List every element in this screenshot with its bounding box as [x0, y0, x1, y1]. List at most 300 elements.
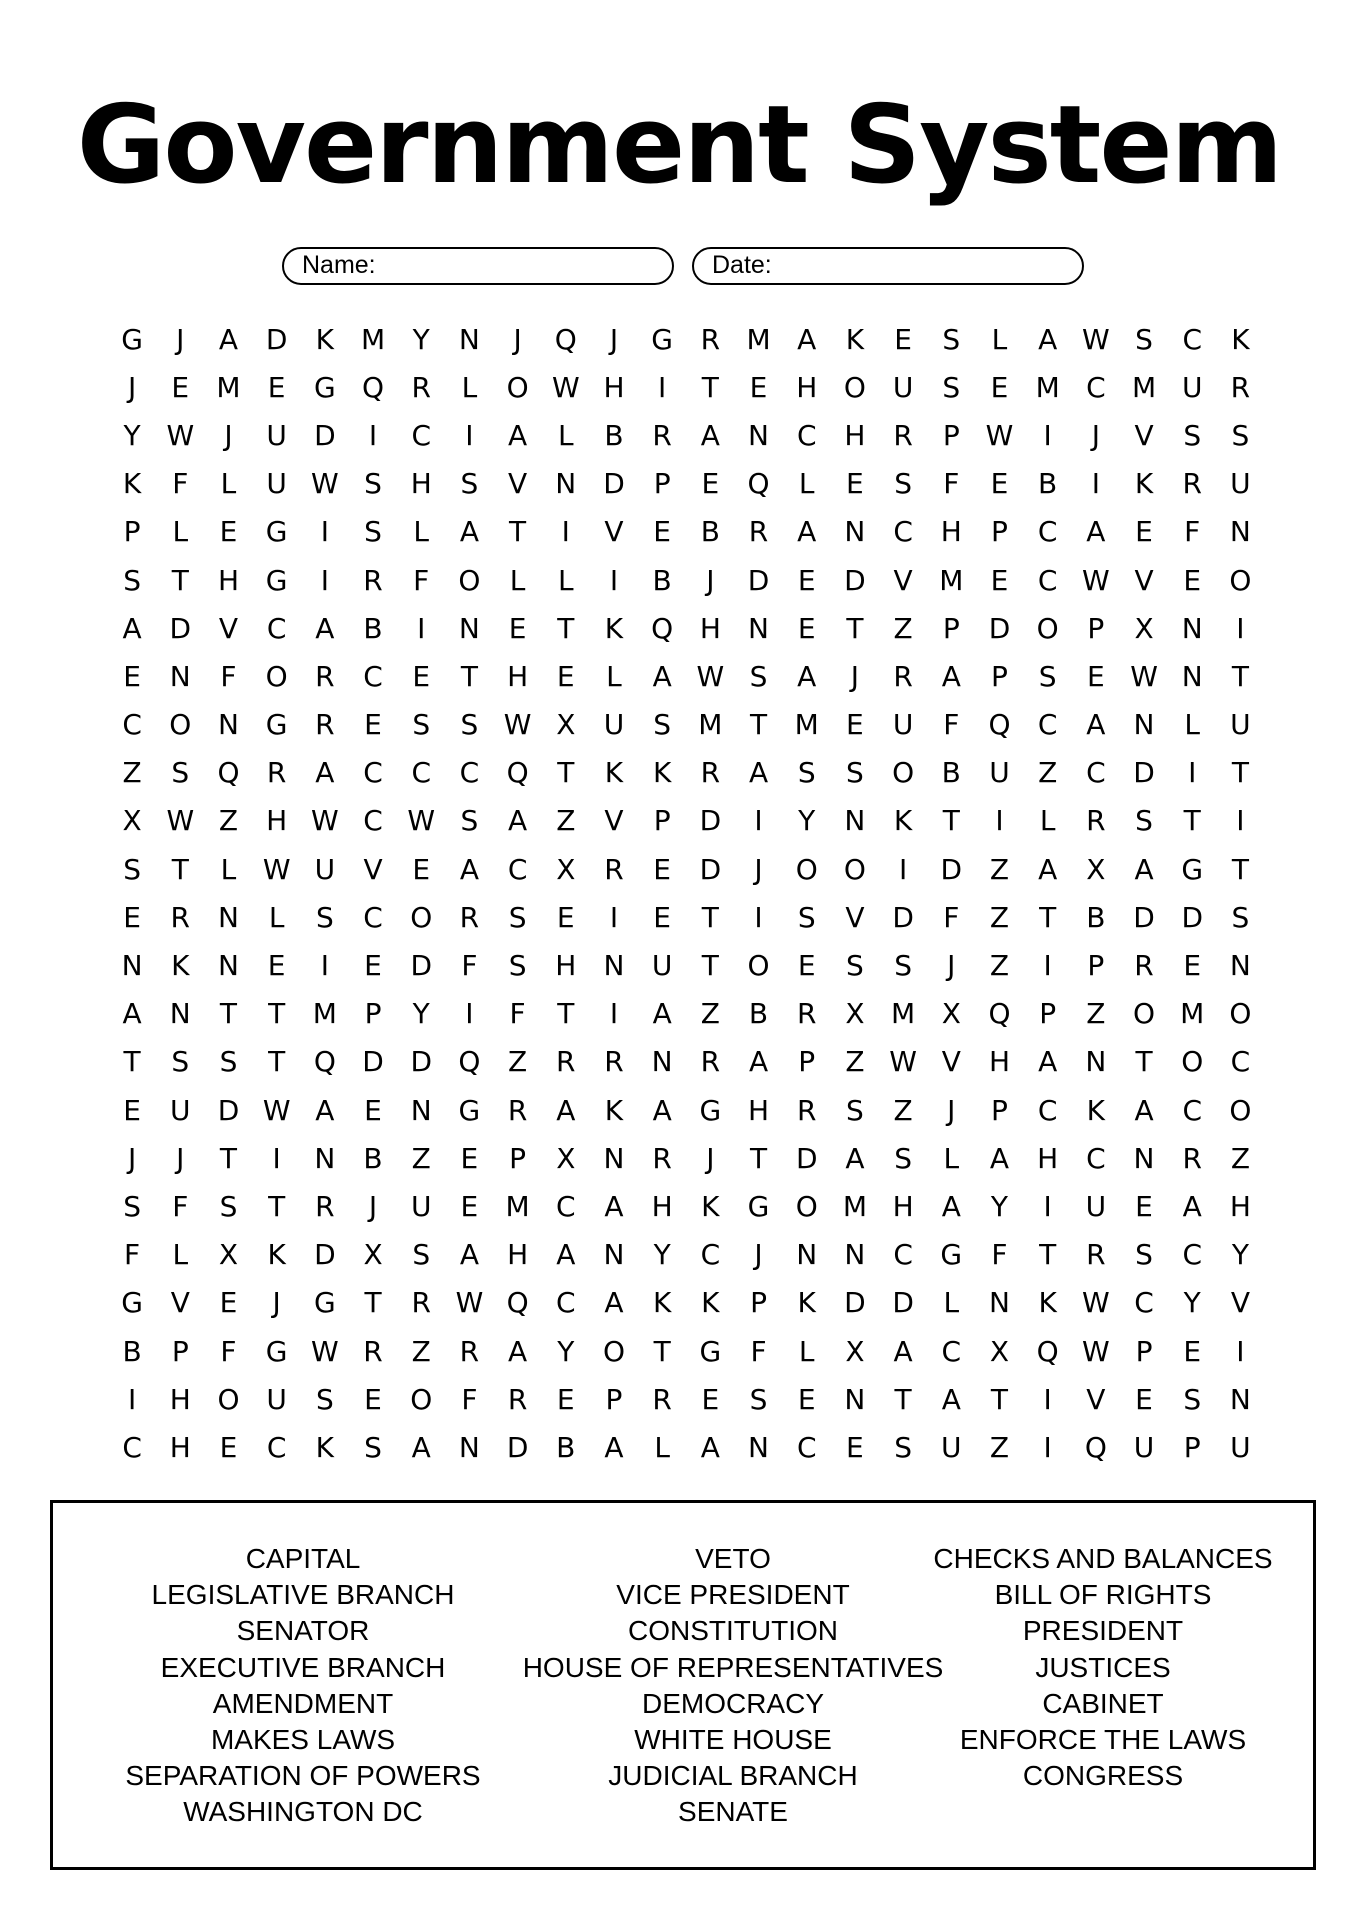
grid-letter[interactable]: G	[265, 708, 288, 742]
grid-letter[interactable]: R	[315, 659, 335, 693]
grid-letter[interactable]: M	[505, 1189, 530, 1223]
grid-letter[interactable]: S	[123, 852, 141, 886]
grid-letter[interactable]: D	[844, 563, 866, 597]
grid-letter[interactable]: F	[220, 1334, 237, 1368]
grid-letter[interactable]: E	[123, 900, 141, 934]
grid-letter[interactable]: O	[506, 370, 529, 404]
grid-letter[interactable]: O	[747, 949, 770, 983]
grid-letter[interactable]: R	[1182, 467, 1202, 501]
grid-letter[interactable]: K	[1134, 467, 1154, 501]
grid-letter[interactable]: T	[557, 997, 575, 1031]
grid-letter[interactable]: M	[842, 1189, 867, 1223]
grid-letter[interactable]: P	[1135, 1334, 1153, 1368]
grid-letter[interactable]: N	[1229, 515, 1251, 549]
grid-letter[interactable]: Y	[798, 804, 816, 838]
grid-letter[interactable]: R	[507, 1382, 528, 1416]
grid-letter[interactable]: R	[604, 1045, 624, 1079]
grid-letter[interactable]: T	[1039, 900, 1057, 934]
grid-letter[interactable]: C	[411, 418, 431, 452]
grid-letter[interactable]: D	[892, 900, 914, 934]
grid-letter[interactable]: E	[364, 1382, 382, 1416]
grid-letter[interactable]: R	[315, 1189, 335, 1223]
grid-letter[interactable]: W	[1082, 1286, 1110, 1320]
grid-letter[interactable]: D	[699, 852, 722, 886]
grid-letter[interactable]: S	[315, 900, 334, 934]
grid-letter[interactable]: O	[458, 563, 481, 597]
grid-letter[interactable]: U	[266, 467, 287, 501]
grid-letter[interactable]: S	[894, 949, 912, 983]
grid-letter[interactable]: H	[940, 515, 962, 549]
grid-letter[interactable]: K	[267, 1238, 286, 1272]
grid-letter[interactable]: C	[363, 900, 383, 934]
grid-letter[interactable]: U	[1230, 467, 1251, 501]
grid-letter[interactable]: K	[1231, 322, 1250, 356]
grid-letter[interactable]: H	[699, 611, 721, 645]
grid-letter[interactable]: T	[1135, 1045, 1153, 1079]
grid-letter[interactable]: C	[363, 756, 383, 790]
grid-letter[interactable]: E	[556, 659, 575, 693]
grid-letter[interactable]: H	[651, 1189, 673, 1223]
grid-letter[interactable]: H	[603, 370, 625, 404]
grid-letter[interactable]: Q	[554, 322, 577, 356]
grid-letter[interactable]: R	[893, 659, 913, 693]
grid-letter[interactable]: C	[1182, 1093, 1202, 1127]
grid-letter[interactable]: M	[1180, 997, 1205, 1031]
grid-letter[interactable]: Y	[653, 1238, 671, 1272]
grid-letter[interactable]: O	[892, 756, 915, 790]
grid-letter[interactable]: A	[797, 515, 817, 549]
grid-letter[interactable]: D	[747, 563, 770, 597]
grid-letter[interactable]: H	[410, 467, 432, 501]
grid-letter[interactable]: N	[217, 949, 239, 983]
grid-letter[interactable]: S	[1135, 322, 1153, 356]
grid-letter[interactable]: A	[748, 756, 769, 790]
grid-letter[interactable]: A	[797, 659, 817, 693]
grid-letter[interactable]: C	[1037, 708, 1058, 742]
grid-letter[interactable]: W	[166, 418, 195, 452]
grid-letter[interactable]: P	[1183, 1430, 1201, 1464]
grid-letter[interactable]: Y	[557, 1334, 575, 1368]
grid-letter[interactable]: U	[314, 852, 336, 886]
grid-letter[interactable]: C	[556, 1189, 576, 1223]
grid-letter[interactable]: E	[364, 708, 382, 742]
grid-letter[interactable]: J	[754, 1238, 763, 1272]
grid-letter[interactable]: Z	[1230, 1141, 1250, 1175]
grid-letter[interactable]: I	[368, 418, 378, 452]
grid-letter[interactable]: T	[364, 1286, 382, 1320]
grid-letter[interactable]: X	[1086, 852, 1106, 886]
grid-letter[interactable]: I	[1236, 804, 1245, 838]
grid-letter[interactable]: E	[123, 659, 141, 693]
grid-letter[interactable]: M	[746, 322, 771, 356]
grid-letter[interactable]: E	[894, 322, 912, 356]
grid-letter[interactable]: I	[1043, 1382, 1052, 1416]
grid-letter[interactable]: Q	[506, 1286, 529, 1320]
grid-letter[interactable]: D	[844, 1286, 866, 1320]
grid-letter[interactable]: W	[985, 418, 1014, 452]
grid-letter[interactable]: P	[942, 418, 960, 452]
grid-letter[interactable]: A	[652, 1093, 672, 1127]
grid-letter[interactable]: C	[700, 1238, 721, 1272]
grid-letter[interactable]: Q	[217, 756, 240, 790]
grid-letter[interactable]: Q	[506, 756, 529, 790]
grid-letter[interactable]: T	[894, 1382, 912, 1416]
grid-letter[interactable]: W	[455, 1286, 484, 1320]
grid-letter[interactable]: V	[1134, 418, 1154, 452]
grid-letter[interactable]: X	[363, 1238, 383, 1272]
grid-letter[interactable]: N	[458, 1430, 480, 1464]
grid-letter[interactable]: J	[224, 418, 233, 452]
grid-letter[interactable]: I	[898, 852, 908, 886]
grid-letter[interactable]: M	[360, 322, 386, 356]
grid-letter[interactable]: X	[941, 997, 961, 1031]
grid-letter[interactable]: H	[748, 1093, 770, 1127]
grid-letter[interactable]: Q	[313, 1045, 336, 1079]
grid-letter[interactable]: E	[797, 1382, 816, 1416]
grid-letter[interactable]: K	[701, 1286, 720, 1320]
grid-letter[interactable]: S	[315, 1382, 334, 1416]
grid-letter[interactable]: L	[172, 515, 189, 549]
grid-letter[interactable]: T	[171, 563, 189, 597]
grid-letter[interactable]: H	[266, 804, 288, 838]
grid-letter[interactable]: E	[846, 708, 864, 742]
grid-letter[interactable]: C	[266, 611, 287, 645]
grid-letter[interactable]: A	[122, 611, 142, 645]
grid-letter[interactable]: C	[796, 418, 817, 452]
grid-letter[interactable]: W	[889, 1045, 917, 1079]
grid-letter[interactable]: K	[652, 1286, 672, 1320]
grid-letter[interactable]: G	[940, 1238, 963, 1272]
grid-letter[interactable]: C	[1182, 322, 1202, 356]
grid-letter[interactable]: V	[363, 852, 383, 886]
grid-letter[interactable]: K	[604, 756, 624, 790]
grid-letter[interactable]: M	[939, 563, 964, 597]
grid-letter[interactable]: I	[561, 515, 570, 549]
grid-letter[interactable]: B	[700, 515, 720, 549]
grid-letter[interactable]: S	[846, 756, 864, 790]
grid-letter[interactable]: V	[508, 467, 528, 501]
grid-letter[interactable]: J	[176, 322, 185, 356]
grid-letter[interactable]: G	[313, 1286, 336, 1320]
grid-letter[interactable]: C	[363, 659, 383, 693]
grid-letter[interactable]: C	[1086, 756, 1106, 790]
date-field[interactable]	[692, 247, 1084, 285]
grid-letter[interactable]: B	[556, 1430, 576, 1464]
grid-letter[interactable]: N	[1085, 1045, 1107, 1079]
grid-letter[interactable]: E	[412, 659, 431, 693]
grid-letter[interactable]: A	[1086, 708, 1106, 742]
grid-letter[interactable]: J	[609, 322, 619, 356]
grid-letter[interactable]: M	[794, 708, 819, 742]
grid-letter[interactable]: E	[412, 852, 431, 886]
grid-letter[interactable]: B	[1086, 900, 1106, 934]
grid-letter[interactable]: P	[750, 1286, 767, 1320]
grid-letter[interactable]: X	[989, 1334, 1010, 1368]
grid-letter[interactable]: N	[1181, 659, 1203, 693]
grid-letter[interactable]: S	[364, 467, 382, 501]
grid-letter[interactable]: N	[844, 804, 866, 838]
grid-letter[interactable]: L	[220, 467, 237, 501]
grid-letter[interactable]: A	[315, 756, 335, 790]
grid-letter[interactable]: V	[604, 804, 624, 838]
grid-letter[interactable]: S	[942, 370, 961, 404]
grid-letter[interactable]: Z	[893, 1093, 913, 1127]
grid-letter[interactable]: G	[699, 1093, 722, 1127]
grid-letter[interactable]: W	[311, 467, 339, 501]
grid-letter[interactable]: A	[700, 1430, 720, 1464]
grid-letter[interactable]: Q	[651, 611, 674, 645]
grid-letter[interactable]: R	[556, 1045, 576, 1079]
grid-letter[interactable]: H	[796, 370, 818, 404]
grid-letter[interactable]: A	[1038, 852, 1058, 886]
grid-letter[interactable]: A	[652, 659, 672, 693]
grid-letter[interactable]: L	[1039, 804, 1056, 838]
grid-letter[interactable]: F	[172, 467, 189, 501]
grid-letter[interactable]: I	[995, 804, 1004, 838]
grid-letter[interactable]: A	[1134, 1093, 1154, 1127]
grid-letter[interactable]: D	[265, 322, 288, 356]
grid-letter[interactable]: E	[990, 370, 1009, 404]
grid-letter[interactable]: Y	[1183, 1286, 1201, 1320]
grid-letter[interactable]: P	[509, 1141, 527, 1175]
grid-letter[interactable]: A	[508, 1334, 528, 1368]
grid-letter[interactable]: W	[503, 708, 532, 742]
grid-letter[interactable]: W	[311, 1334, 339, 1368]
grid-letter[interactable]: H	[217, 563, 239, 597]
grid-letter[interactable]: K	[604, 611, 624, 645]
grid-letter[interactable]: A	[508, 804, 528, 838]
grid-letter[interactable]: X	[1134, 611, 1154, 645]
grid-letter[interactable]: K	[122, 467, 142, 501]
grid-letter[interactable]: E	[797, 949, 816, 983]
grid-letter[interactable]: S	[846, 949, 864, 983]
grid-letter[interactable]: P	[991, 659, 1008, 693]
grid-letter[interactable]: H	[169, 1382, 191, 1416]
grid-letter[interactable]: T	[653, 1334, 671, 1368]
grid-letter[interactable]: N	[748, 611, 769, 645]
grid-letter[interactable]: S	[171, 1045, 190, 1079]
grid-letter[interactable]: R	[652, 1141, 672, 1175]
grid-letter[interactable]: C	[1134, 1286, 1154, 1320]
grid-letter[interactable]: G	[651, 322, 673, 356]
grid-letter[interactable]: C	[556, 1286, 576, 1320]
grid-letter[interactable]: S	[1038, 659, 1057, 693]
grid-letter[interactable]: J	[706, 563, 715, 597]
grid-letter[interactable]: X	[556, 1141, 576, 1175]
grid-letter[interactable]: T	[1231, 852, 1249, 886]
grid-letter[interactable]: E	[749, 370, 768, 404]
grid-letter[interactable]: U	[410, 1189, 432, 1223]
grid-letter[interactable]: R	[652, 1382, 672, 1416]
grid-letter[interactable]: L	[509, 563, 526, 597]
grid-letter[interactable]: V	[1134, 563, 1154, 597]
grid-letter[interactable]: S	[460, 708, 479, 742]
grid-letter[interactable]: E	[267, 949, 286, 983]
grid-letter[interactable]: T	[942, 804, 960, 838]
grid-letter[interactable]: E	[701, 1382, 720, 1416]
grid-letter[interactable]: A	[508, 418, 528, 452]
grid-letter[interactable]: L	[943, 1141, 960, 1175]
grid-letter[interactable]: J	[947, 949, 956, 983]
grid-letter[interactable]: A	[122, 997, 142, 1031]
grid-letter[interactable]: B	[748, 997, 769, 1031]
grid-letter[interactable]: T	[701, 370, 719, 404]
grid-letter[interactable]: G	[265, 563, 288, 597]
grid-letter[interactable]: D	[940, 852, 963, 886]
grid-letter[interactable]: Z	[989, 949, 1010, 983]
grid-letter[interactable]: I	[1043, 1189, 1052, 1223]
grid-letter[interactable]: F	[509, 997, 526, 1031]
grid-letter[interactable]: J	[176, 1141, 185, 1175]
grid-letter[interactable]: D	[699, 804, 722, 838]
grid-letter[interactable]: N	[603, 1238, 625, 1272]
grid-letter[interactable]: M	[216, 370, 241, 404]
grid-letter[interactable]: A	[1182, 1189, 1202, 1223]
grid-letter[interactable]: R	[1134, 949, 1154, 983]
grid-letter[interactable]: N	[169, 659, 191, 693]
grid-letter[interactable]: E	[846, 467, 864, 501]
grid-letter[interactable]: C	[459, 756, 480, 790]
grid-letter[interactable]: R	[315, 708, 335, 742]
grid-letter[interactable]: G	[121, 1286, 143, 1320]
grid-letter[interactable]: S	[364, 1430, 382, 1464]
grid-letter[interactable]: R	[748, 515, 769, 549]
grid-letter[interactable]: R	[893, 418, 913, 452]
grid-letter[interactable]: N	[748, 418, 769, 452]
grid-letter[interactable]: N	[651, 1045, 673, 1079]
grid-letter[interactable]: I	[754, 804, 763, 838]
grid-letter[interactable]: R	[700, 1045, 721, 1079]
grid-letter[interactable]: V	[218, 611, 239, 645]
grid-letter[interactable]: E	[460, 1141, 479, 1175]
grid-letter[interactable]: S	[460, 804, 479, 838]
grid-letter[interactable]: W	[1130, 659, 1158, 693]
grid-letter[interactable]: A	[797, 322, 817, 356]
grid-letter[interactable]: X	[556, 708, 576, 742]
grid-letter[interactable]: W	[1082, 1334, 1110, 1368]
grid-letter[interactable]: S	[749, 659, 768, 693]
grid-letter[interactable]: A	[941, 1382, 961, 1416]
grid-letter[interactable]: F	[943, 467, 960, 501]
grid-letter[interactable]: S	[508, 900, 527, 934]
grid-letter[interactable]: E	[1135, 1382, 1153, 1416]
grid-letter[interactable]: E	[1183, 1334, 1202, 1368]
grid-letter[interactable]: F	[220, 659, 237, 693]
grid-letter[interactable]: G	[265, 1334, 288, 1368]
grid-letter[interactable]: D	[892, 1286, 914, 1320]
grid-letter[interactable]: E	[171, 370, 190, 404]
grid-letter[interactable]: B	[652, 563, 672, 597]
grid-letter[interactable]: L	[220, 852, 237, 886]
grid-letter[interactable]: I	[465, 997, 474, 1031]
grid-letter[interactable]: R	[604, 852, 624, 886]
grid-letter[interactable]: O	[265, 659, 288, 693]
grid-letter[interactable]: E	[1135, 1189, 1153, 1223]
grid-letter[interactable]: M	[312, 997, 337, 1031]
grid-letter[interactable]: K	[652, 756, 672, 790]
grid-letter[interactable]: J	[947, 1093, 956, 1127]
grid-letter[interactable]: F	[1184, 515, 1201, 549]
grid-letter[interactable]: A	[1038, 1045, 1058, 1079]
grid-letter[interactable]: L	[798, 1334, 815, 1368]
grid-letter[interactable]: C	[941, 1334, 962, 1368]
grid-letter[interactable]: O	[410, 1382, 433, 1416]
grid-letter[interactable]: S	[653, 708, 672, 742]
grid-letter[interactable]: V	[845, 900, 865, 934]
grid-letter[interactable]: C	[1086, 1141, 1106, 1175]
grid-letter[interactable]: R	[652, 418, 672, 452]
grid-letter[interactable]: N	[796, 1238, 818, 1272]
grid-letter[interactable]: E	[797, 563, 816, 597]
grid-letter[interactable]: E	[556, 900, 575, 934]
grid-letter[interactable]: K	[701, 1189, 720, 1223]
grid-letter[interactable]: E	[1135, 515, 1153, 549]
grid-letter[interactable]: D	[410, 949, 432, 983]
grid-letter[interactable]: W	[262, 1093, 291, 1127]
grid-letter[interactable]: S	[1231, 900, 1250, 934]
grid-letter[interactable]: N	[1229, 1382, 1251, 1416]
grid-letter[interactable]: T	[749, 708, 768, 742]
grid-letter[interactable]: A	[652, 997, 672, 1031]
grid-letter[interactable]: N	[1133, 1141, 1155, 1175]
grid-letter[interactable]: T	[701, 900, 719, 934]
grid-letter[interactable]: R	[411, 1286, 431, 1320]
grid-letter[interactable]: T	[1231, 659, 1249, 693]
grid-letter[interactable]: M	[698, 708, 723, 742]
grid-letter[interactable]: T	[990, 1382, 1009, 1416]
grid-letter[interactable]: S	[1183, 1382, 1202, 1416]
grid-letter[interactable]: F	[461, 1382, 478, 1416]
grid-letter[interactable]: F	[943, 900, 960, 934]
grid-letter[interactable]: Z	[1086, 997, 1106, 1031]
grid-letter[interactable]: I	[417, 611, 426, 645]
grid-letter[interactable]: U	[892, 708, 914, 742]
grid-letter[interactable]: F	[172, 1189, 189, 1223]
grid-letter[interactable]: S	[1135, 1238, 1153, 1272]
grid-letter[interactable]: R	[459, 1334, 480, 1368]
grid-letter[interactable]: Z	[508, 1045, 528, 1079]
grid-letter[interactable]: K	[845, 322, 865, 356]
grid-letter[interactable]: U	[266, 1382, 287, 1416]
grid-letter[interactable]: P	[653, 467, 671, 501]
grid-letter[interactable]: Q	[988, 997, 1011, 1031]
grid-letter[interactable]: G	[121, 322, 143, 356]
grid-letter[interactable]: E	[1183, 563, 1202, 597]
grid-letter[interactable]: N	[169, 997, 191, 1031]
grid-letter[interactable]: Z	[1038, 756, 1058, 790]
grid-letter[interactable]: P	[1039, 997, 1057, 1031]
grid-letter[interactable]: A	[604, 1286, 624, 1320]
grid-letter[interactable]: D	[1133, 756, 1155, 790]
grid-letter[interactable]: R	[363, 1334, 383, 1368]
grid-letter[interactable]: A	[411, 1430, 431, 1464]
grid-letter[interactable]: J	[127, 1141, 137, 1175]
grid-letter[interactable]: P	[798, 1045, 816, 1079]
grid-letter[interactable]: C	[1037, 515, 1058, 549]
grid-letter[interactable]: I	[1043, 949, 1052, 983]
grid-letter[interactable]: S	[846, 1093, 864, 1127]
grid-letter[interactable]: S	[508, 949, 527, 983]
grid-letter[interactable]: R	[700, 756, 721, 790]
grid-letter[interactable]: S	[171, 756, 190, 790]
grid-letter[interactable]: C	[507, 852, 528, 886]
grid-letter[interactable]: W	[1082, 322, 1110, 356]
grid-letter[interactable]: H	[169, 1430, 191, 1464]
grid-letter[interactable]: D	[217, 1093, 240, 1127]
grid-letter[interactable]: A	[748, 1045, 769, 1079]
grid-letter[interactable]: A	[1086, 515, 1106, 549]
grid-letter[interactable]: Q	[362, 370, 385, 404]
